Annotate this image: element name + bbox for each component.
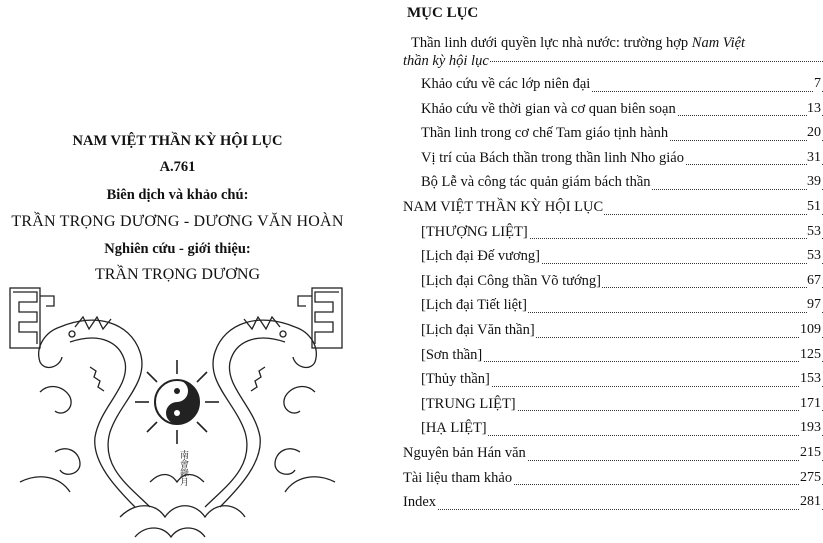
toc-entry[interactable]: [403, 246, 823, 271]
toc-entry-label: [Lịch đại Văn thần]: [421, 321, 535, 338]
book-code: A.761: [159, 159, 196, 175]
toc-entry-page: 275: [800, 468, 821, 488]
title-page: [0, 0, 355, 543]
toc-entry-label: Thần linh trong cơ chế Tam giáo tịnh hành: [421, 125, 669, 142]
research-label: Nghiên cứu - giới thiệu:: [104, 241, 251, 257]
toc-entry-label: Nguyên bản Hán văn: [403, 444, 526, 461]
toc-entry[interactable]: [403, 418, 823, 443]
toc-entry[interactable]: [403, 345, 823, 370]
toc-entry-page: 153: [800, 369, 821, 389]
toc-entry-label: Index: [403, 494, 437, 511]
toc-entry[interactable]: [403, 394, 823, 419]
translation-label: Biên dịch và khảo chú:: [106, 187, 249, 203]
toc-entry[interactable]: [403, 369, 823, 394]
toc-entry[interactable]: [403, 197, 823, 222]
toc-entry-label: [Thủy thần]: [421, 371, 490, 388]
leader-dots: [403, 508, 823, 510]
toc-entry-page: 67: [807, 271, 821, 291]
sun-yin-yang-icon: [135, 360, 219, 444]
twin-dragon-artwork: [0, 282, 355, 543]
toc-entry-label: [HẠ LIỆT]: [421, 420, 487, 437]
toc-entry[interactable]: [403, 271, 823, 296]
toc-entry[interactable]: [403, 172, 823, 197]
toc-entries: [403, 74, 823, 517]
toc-entry-page: 97: [807, 295, 821, 315]
left-dragon-icon: [20, 317, 150, 507]
toc-entry-label: [Lịch đại Đế vương]: [421, 248, 541, 265]
toc-entry-label: Bộ Lễ và công tác quản giám bách thần: [421, 174, 651, 191]
book-title: NAM VIỆT THẦN KỲ HỘI LỤC: [72, 133, 283, 149]
toc-entry-label: Khảo cứu về thời gian và cơ quan biên soạn: [421, 100, 676, 117]
title-block: [0, 133, 355, 284]
toc-entry[interactable]: [403, 74, 823, 99]
toc-entry-page: 13: [807, 99, 821, 119]
toc-entry-label: [Lịch đại Công thần Võ tướng]: [421, 272, 601, 289]
toc-entry-page: 125: [800, 345, 821, 365]
toc-entry[interactable]: [403, 492, 823, 517]
toc-entry-label: Khảo cứu về các lớp niên đại: [421, 76, 591, 92]
toc-entry-page: 39: [807, 172, 821, 192]
toc-entry-label: [THƯỢNG LIỆT]: [421, 223, 528, 240]
toc-page: [355, 0, 821, 543]
translators: TRẦN TRỌNG DƯƠNG - DƯƠNG VĂN HOÀN: [11, 213, 344, 230]
seal-text: 南會錄月: [178, 450, 188, 486]
toc-entry-page: 215: [800, 443, 821, 463]
corner-ornament-right-icon: [298, 288, 342, 348]
toc-entry[interactable]: [403, 123, 823, 148]
toc-entry-label: NAM VIỆT THẦN KỲ HỘI LỤC: [403, 198, 604, 215]
toc-entry-page: 109: [800, 320, 821, 340]
toc-entry[interactable]: [403, 320, 823, 345]
toc-entry[interactable]: [403, 443, 823, 468]
toc-list: [403, 34, 823, 517]
toc-entry[interactable]: [403, 222, 823, 247]
toc-entry-label: Tài liệu tham khảo: [403, 469, 513, 486]
toc-entry-page: 281: [800, 492, 821, 512]
toc-entry-page: 7: [814, 74, 821, 94]
toc-entry-page: 51: [807, 197, 821, 217]
toc-entry-page: 193: [800, 418, 821, 438]
toc-entry-page: 53: [807, 246, 821, 266]
researcher: TRẦN TRỌNG DƯƠNG: [94, 266, 260, 283]
toc-entry-label: [TRUNG LIỆT]: [421, 395, 516, 412]
toc-entry[interactable]: [403, 99, 823, 124]
toc-entry-intro[interactable]: [403, 34, 823, 74]
toc-entry-label: [Sơn thần]: [421, 346, 483, 363]
toc-entry-page: 31: [807, 148, 821, 168]
toc-intro-line1: Thần linh dưới quyền lực nhà nước: trường hợp: [411, 35, 692, 51]
toc-entry[interactable]: [403, 295, 823, 320]
toc-entry[interactable]: [403, 468, 823, 493]
toc-entry-page: 171: [800, 394, 821, 414]
corner-ornament-left-icon: [10, 288, 54, 348]
toc-entry-page: 53: [807, 222, 821, 242]
toc-intro-italic1: Nam Việt: [691, 35, 746, 51]
toc-entry[interactable]: [403, 148, 823, 173]
toc-heading: MỤC LỤC: [407, 5, 479, 21]
toc-entry-page: 20: [807, 123, 821, 143]
toc-intro-italic2: thần kỳ hội lục: [403, 53, 489, 69]
toc-entry-label: Vị trí của Bách thần trong thần linh Nho giáo: [421, 149, 684, 166]
right-dragon-icon: [205, 317, 335, 507]
toc-entry-label: [Lịch đại Tiết liệt]: [421, 297, 527, 314]
